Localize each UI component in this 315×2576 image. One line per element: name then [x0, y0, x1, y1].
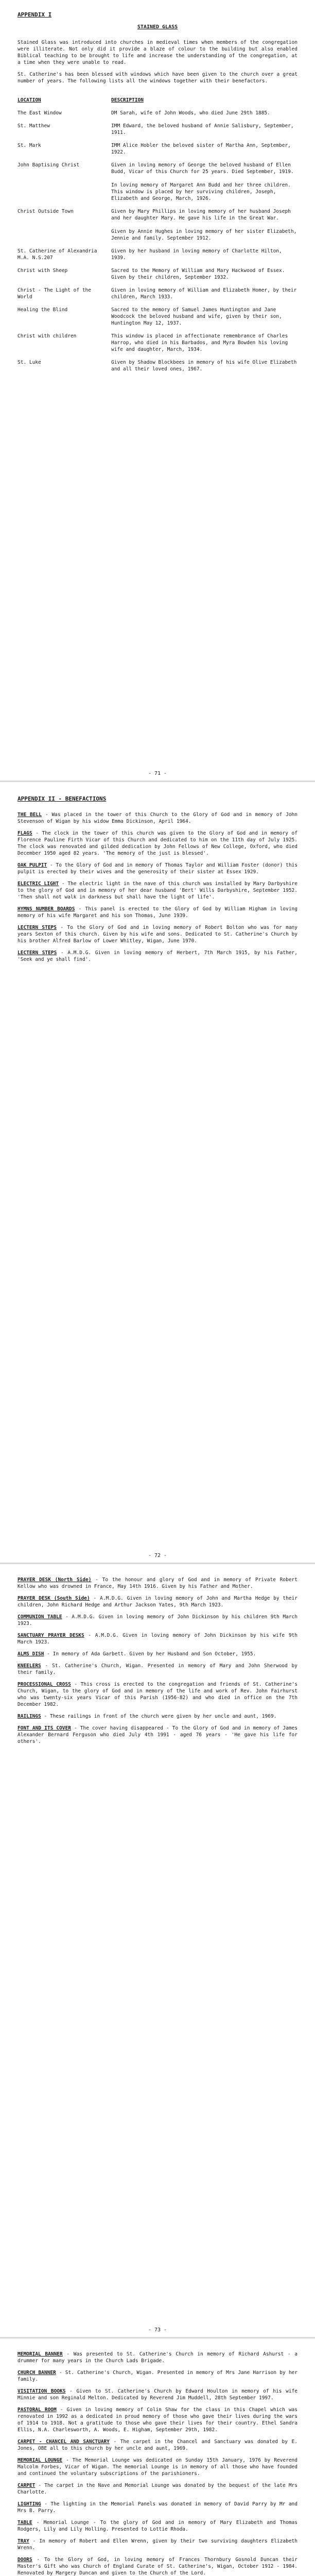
entry-text: - Given in loving memory of Colin Shaw for the class in this Chapel which was renovated in 1992 as a dedicated in proud memory of those who gave their lives during the wars of 1914 to 1918. Not a gratitude to those who gave their lives for their country. Ethel Sandra Ellis, N.A. Charlesworth, A. Woods, E. Higham, September 29th, 1982.: [18, 2407, 297, 2433]
benefaction-entry: [18, 1577, 297, 1590]
benefaction-entry: [18, 2351, 297, 2364]
benefaction-entry: [18, 2519, 297, 2533]
page-number: - 73 -: [148, 2327, 167, 2333]
window-description: Given by her husband in loving memory of Charlotte Hilton, 1939.: [111, 248, 282, 261]
page-number: - 71 -: [148, 771, 167, 776]
window-location: St. Luke: [18, 360, 41, 365]
window-location: Christ Outside Town: [18, 209, 74, 214]
entry-title: TABLE: [18, 2520, 32, 2526]
table-row: [18, 208, 297, 248]
entry-text: - To the Glory of God and in loving memory of Robert Bolton who was for many years Sexton of this church. Given by his wife and sons. Dedicated to St. Catherine's Church by his brother Alfred Barlow of Lower Whitley, Wigan, June 1970.: [18, 925, 297, 944]
entry-title: PRAYER DESK (North Side): [18, 1577, 92, 1583]
benefaction-entry: [18, 1614, 297, 1627]
entry-title: DOORS: [18, 2557, 32, 2563]
window-location: Healing the Blind: [18, 307, 68, 313]
table-row: [18, 123, 297, 142]
intro-paragraph-2: St. Catherine's has been blessed with windows which have been given to the church over a great number of years. The following lists all the windows together with their benefactors.: [18, 72, 297, 84]
entry-text: - The lighting in the Memorial Panels was donated in memory of David Parry by Mr and Mrs B. Parry.: [18, 2501, 297, 2514]
benefaction-entry: [18, 2501, 297, 2514]
entry-text: - St. Catherine's Church, Wigan. Presented in memory of Mary and John Sherwood by their family.: [18, 1663, 297, 1675]
entry-title: LECTERN STEPS: [18, 950, 57, 956]
table-row: [18, 333, 297, 359]
entry-title: MEMORIAL LOUNGE: [18, 2458, 63, 2463]
benefaction-entry: [18, 1681, 297, 1708]
benefaction-entry: [18, 2556, 297, 2576]
benefaction-entry: [18, 950, 297, 963]
benefaction-entry: [18, 1713, 297, 1720]
entry-text: - Was placed in the tower of this Church to the Glory of God and in memory of John Stevenson of Wigan by his widow Emma Dickinson, April 1964.: [18, 812, 297, 824]
entry-text: - Memorial Lounge - To the glory of God and in memory of Mary Elizabeth and Thomas Rodgers, Lily and Lily Holling. Presented to Lottie Rhoda.: [18, 2520, 297, 2532]
entry-title: PASTORAL ROOM: [18, 2407, 57, 2413]
entry-text: - A.M.D.G. Given in loving memory of Herbert, 7th March 1915, by his Father, 'Seek and ye shall find'.: [18, 950, 297, 962]
benefaction-entry: [18, 1651, 297, 1657]
entry-title: OAK PULPIT: [18, 862, 47, 868]
benefaction-entry: [18, 2388, 297, 2401]
entry-text: - A.M.D.G. Given in loving memory of John and Martha Hedge by their children, John Richard Hedge and Arthur Jackson Yates, 9th March 1923.: [18, 1596, 297, 1608]
entry-text: - A.M.D.G. Given in loving memory of John Dickinson by his wife 9th March 1923.: [18, 1633, 297, 1645]
entry-text: - To the honour and glory of God and in memory of Private Robert Kellow who was drowned in France, May 14th 1916. Given by his Father and Mother.: [18, 1577, 297, 1589]
benefaction-entry: [18, 880, 297, 901]
benefaction-entry: [18, 2406, 297, 2433]
entry-title: LIGHTING: [18, 2501, 41, 2507]
entry-title: FONT AND ITS COVER: [18, 1725, 71, 1731]
column-header-location: LOCATION: [18, 97, 41, 103]
entry-title: THE BELL: [18, 812, 42, 818]
table-row: [18, 359, 297, 379]
window-description: Given by Mary Phillips in loving memory of her husband Joseph and her daughter Mary. He gave his life in the Great War. Given by Annie Hughes in loving memory of her sister Elizabeth, Jennie and family. September 1912.: [111, 209, 297, 241]
window-description: Given in loving memory of George the beloved husband of Ellen Budd, Vicar of this Church for 25 years. Died September, 1919. In loving memory of Margaret Ann Budd and her three children. This window is placed by her surviving children, Joseph, Elizabeth and George, March, 1926.: [111, 162, 294, 201]
table-row: [18, 142, 297, 162]
benefaction-entry: [18, 1725, 297, 1745]
window-description: IMM Edward, the beloved husband of Annie Salisbury, September, 1911.: [111, 123, 294, 135]
benefaction-entry: [18, 1663, 297, 1676]
table-row: [18, 287, 297, 307]
entry-title: ALMS DISH: [18, 1651, 44, 1657]
table-row: [18, 162, 297, 208]
window-location: St. Matthew: [18, 123, 50, 129]
window-location: St. Mark: [18, 143, 41, 148]
benefaction-entry: [18, 2369, 297, 2383]
entry-title: RAILINGS: [18, 1714, 41, 1719]
entry-text: - A.M.D.G. Given in loving memory of John Dickinson by his children 9th March 1923.: [18, 1614, 297, 1626]
entry-title: SANCTUARY PRAYER DESKS: [18, 1633, 84, 1638]
entry-text: - These railings in front of the church were given by her uncle and aunt, 1969.: [44, 1714, 277, 1719]
window-description: Given in loving memory of William and Elizabeth Homer, by their children, March 1933.: [111, 287, 297, 300]
entry-title: HYMNS NUMBER BOARDS: [18, 906, 75, 912]
entry-title: CHURCH BANNER: [18, 2370, 56, 2376]
entry-title: MEMORIAL BANNER: [18, 2351, 63, 2357]
page-72: [0, 782, 315, 1563]
table-row: [18, 248, 297, 267]
benefaction-entry: [18, 2438, 297, 2452]
window-description: Given by Shadow Blockbees in memory of his wife Olive Elizabeth and all their loved ones, 1967.: [111, 360, 297, 372]
entry-text: - The Memorial Lounge was dedicated on Sunday 15th January, 1976 by Reverend Malcolm Forbes, Vicar of Wigan. The memorial Lounge is in memory of all those who have founded and continued the voluntary subscriptions of the parishioners.: [18, 2458, 297, 2477]
window-description: Sacred to the Memory of William and Mary Hackwood of Essex. Given by their children, September 1932.: [111, 268, 285, 280]
window-description: DM Sarah, wife of John Woods, who died June 29th 1885.: [111, 110, 270, 116]
entry-title: COMMUNION TABLE: [18, 1614, 62, 1620]
appendix-heading: APPENDIX I: [18, 11, 52, 18]
entry-text: - St. Catherine's Church, Wigan. Presented in memory of Mrs Jane Harrison by her family.: [18, 2370, 297, 2382]
section-subheading: STAINED GLASS: [137, 24, 178, 30]
benefaction-entry: [18, 1632, 297, 1646]
entry-text: - The electric light in the nave of this church was installed by Mary Darbyshire to the glory of God and in memory of her dear husband 'Bert' Wills Darbyshire, September 1952. 'Then shall not walk in darkness but shall have the light of life'.: [18, 881, 297, 900]
entry-text: - This cross is erected to the congregation and friends of St. Catherine's Church, Wigan, to the glory of God and in memory of the life and work of Rev. John Fairhurst who was twenty-six years Vicar of this Parish (1956-82) and who died in office on the 7th December 1982.: [18, 1682, 297, 1707]
page-71: [0, 0, 315, 781]
benefaction-entry: [18, 811, 297, 825]
entry-title: FLAGS: [18, 831, 32, 836]
benefaction-entry: [18, 830, 297, 857]
window-location: Christ with Sheep: [18, 268, 68, 274]
entry-title: TRAY: [18, 2538, 29, 2544]
entry-text: - In memory of Robert and Ellen Wrenn, given by their two surviving daughters Elizabeth Wrenn.: [18, 2538, 297, 2551]
table-row: [18, 110, 297, 123]
window-location: John Baptising Christ: [18, 162, 80, 168]
appendix-heading: APPENDIX II - BENEFACTIONS: [18, 795, 107, 802]
window-description: This window is placed in affectionate remembrance of Charles Harrop, who died in his Barbados, and Myra Bowden his loving wife and daughter, March, 1934.: [111, 333, 288, 352]
page-73: [0, 1564, 315, 2337]
window-location: Christ with children: [18, 333, 77, 339]
entry-title: ELECTRIC LIGHT: [18, 881, 59, 887]
benefaction-entry: [18, 862, 297, 875]
window-description: Sacred to the memory of Samuel James Huntington and Jane Woodcock the beloved husband and wife, given by their son, Huntington May 12, 1937.: [111, 307, 282, 326]
window-location: Christ - The Light of the World: [18, 287, 91, 300]
windows-table: [18, 97, 297, 379]
entry-text: - The cover having disappeared - To the Glory of God and in memory of James Alexander Bernard Ferguson who died July 4th 1991 - aged 76 years - 'He gave his life for others'.: [18, 1725, 297, 1744]
benefaction-entry: [18, 906, 297, 919]
entry-text: - This panel is erected to the Glory of God by William Higham in loving memory of his wife Margaret and his son Thomas, June 1939.: [18, 906, 297, 919]
benefaction-entry: [18, 2538, 297, 2551]
benefaction-entry: [18, 924, 297, 944]
intro-paragraph: Stained Glass was introduced into churches in medieval times when members of the congregation were illiterate. Not only did it provide a blaze of colour to the building but also enabled Biblical teaching to be brought to life and increase the understanding of the congregation, at a time when they were unable to read.: [18, 40, 297, 65]
table-row: [18, 307, 297, 333]
page-74: [0, 2338, 315, 2576]
entry-text: - The carpet in the Nave and Memorial Lounge was donated by the bequest of the late Mrs Charlotte.: [18, 2483, 297, 2495]
entry-text: - The clock in the tower of this church was given to the Glory of God and in memory of Florence Pauline Firth Vicar of this Church and dedicated to him on the 11th day of July 1925. The clock was renovated and gilded dedication by John Fellows of New College, Oxford, who died December 1950 aged 82 years. 'The memory of the just is blessed'.: [18, 831, 297, 856]
benefaction-entry: [18, 2457, 297, 2477]
entry-title: CARPET - CHANCEL AND SANCTUARY: [18, 2439, 110, 2445]
entry-text: - In memory of Ada Garbett. Given by her Husband and Son October, 1955.: [47, 1651, 256, 1657]
window-location: St. Catherine of Alexandria M.A. N.S.207: [18, 248, 97, 261]
benefaction-entry: [18, 1595, 297, 1608]
entry-title: PRAYER DESK (South Side): [18, 1596, 90, 1601]
entry-title: PROCESSIONAL CROSS: [18, 1682, 71, 1687]
entry-text: - To the Glory of God and in memory of Thomas Taylor and William Foster (donor) this pulpit is erected by their wives and the generosity of their sister at Essex 1929.: [18, 862, 297, 875]
table-row: [18, 267, 297, 287]
benefaction-entry: [18, 2482, 297, 2496]
window-location: The East Window: [18, 110, 62, 116]
window-description: IMM Alice Hobler the beloved sister of Martha Ann, September, 1922.: [111, 143, 291, 155]
entry-title: KNEELERS: [18, 1663, 41, 1669]
page-number: - 72 -: [148, 1553, 167, 1558]
entry-title: LECTERN STEPS: [18, 925, 57, 930]
entry-title: VISITATION BOOKS: [18, 2388, 66, 2394]
entry-title: CARPET: [18, 2483, 36, 2488]
entry-text: - To the Glory of God, in loving memory of Frances Thornbury Gosnold Duncan their Master's Gift who was Church of England Curate of St. Catherine's, Wigan, October 1912 - 1984. Renovated by Margery Duncan and given to the Church of the Lord.: [18, 2557, 297, 2576]
entry-text: - The carpet in the Chancel and Sanctuary was donated by E. Jones, OBE all to this church by her uncle and aunt, 1969.: [18, 2439, 297, 2451]
entry-text: - Was presented to St. Catherine's Church in memory of Richard Ashurst - a drummer for many years in the Church Lads Brigade.: [18, 2351, 297, 2364]
column-header-description: DESCRIPTION: [111, 97, 144, 103]
entry-text: - Given to St. Catherine's Church by Edward Houlton in memory of his wife Minnie and son Reginald Melton. Dedicated by Reverend Jim Muddell, 28th September 1997.: [18, 2388, 297, 2401]
